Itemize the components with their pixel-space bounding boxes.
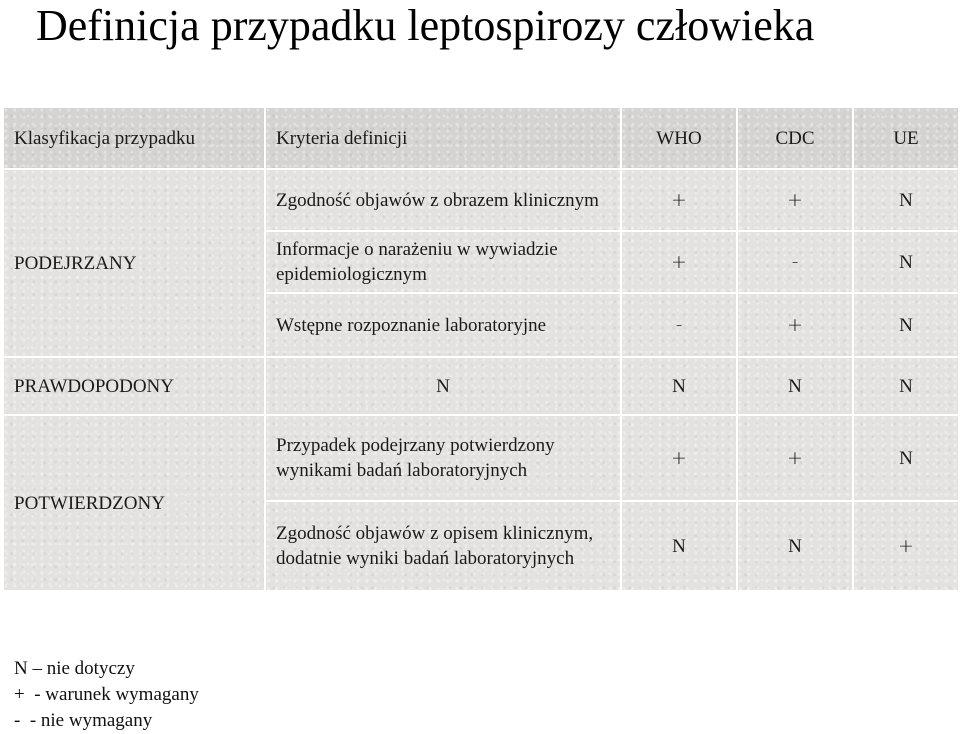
cdc-value: +: [737, 169, 853, 231]
ue-value: N: [853, 357, 959, 415]
classification-prawdopodobny: PRAWDOPODONY: [3, 357, 265, 415]
ue-value: +: [853, 501, 959, 591]
table-row: [3, 357, 959, 415]
header-cdc: CDC: [737, 107, 853, 169]
cdc-value: N: [737, 357, 853, 415]
cdc-value: -: [737, 231, 853, 293]
cdc-value: +: [737, 415, 853, 501]
criterion-cell: Zgodność objawów z opisem klinicznym, dodatnie wyniki badań laboratoryjnych: [265, 501, 621, 591]
who-value: N: [621, 357, 737, 415]
who-value: +: [621, 169, 737, 231]
criterion-cell: Przypadek podejrzany potwierdzony wynikami badań laboratoryjnych: [265, 415, 621, 501]
legend-item: N – nie dotyczy: [14, 658, 135, 679]
ue-value: N: [853, 169, 959, 231]
case-definition-table: [2, 106, 960, 592]
ue-value: N: [853, 415, 959, 501]
classification-podejrzany: PODEJRZANY: [3, 169, 265, 357]
legend-item: + - warunek wymagany: [14, 684, 199, 705]
criterion-cell: Wstępne rozpoznanie laboratoryjne: [265, 293, 621, 357]
criterion-cell: N: [265, 357, 621, 415]
legend: [14, 656, 199, 734]
criterion-cell: Zgodność objawów z obrazem klinicznym: [265, 169, 621, 231]
legend-item: - - nie wymagany: [14, 710, 153, 731]
page-title: Definicja przypadku leptospirozy człowieka: [36, 1, 815, 50]
who-value: +: [621, 231, 737, 293]
who-value: N: [621, 501, 737, 591]
table-row: [3, 415, 959, 501]
criterion-cell: Informacje o narażeniu w wywiadzie epidemiologicznym: [265, 231, 621, 293]
header-classification: Klasyfikacja przypadku: [3, 107, 265, 169]
header-ue: UE: [853, 107, 959, 169]
header-criteria: Kryteria definicji: [265, 107, 621, 169]
who-value: -: [621, 293, 737, 357]
table-header-row: [3, 107, 959, 169]
ue-value: N: [853, 293, 959, 357]
classification-potwierdzony: POTWIERDZONY: [3, 415, 265, 591]
cdc-value: +: [737, 293, 853, 357]
ue-value: N: [853, 231, 959, 293]
table-row: [3, 169, 959, 231]
header-who: WHO: [621, 107, 737, 169]
who-value: +: [621, 415, 737, 501]
cdc-value: N: [737, 501, 853, 591]
